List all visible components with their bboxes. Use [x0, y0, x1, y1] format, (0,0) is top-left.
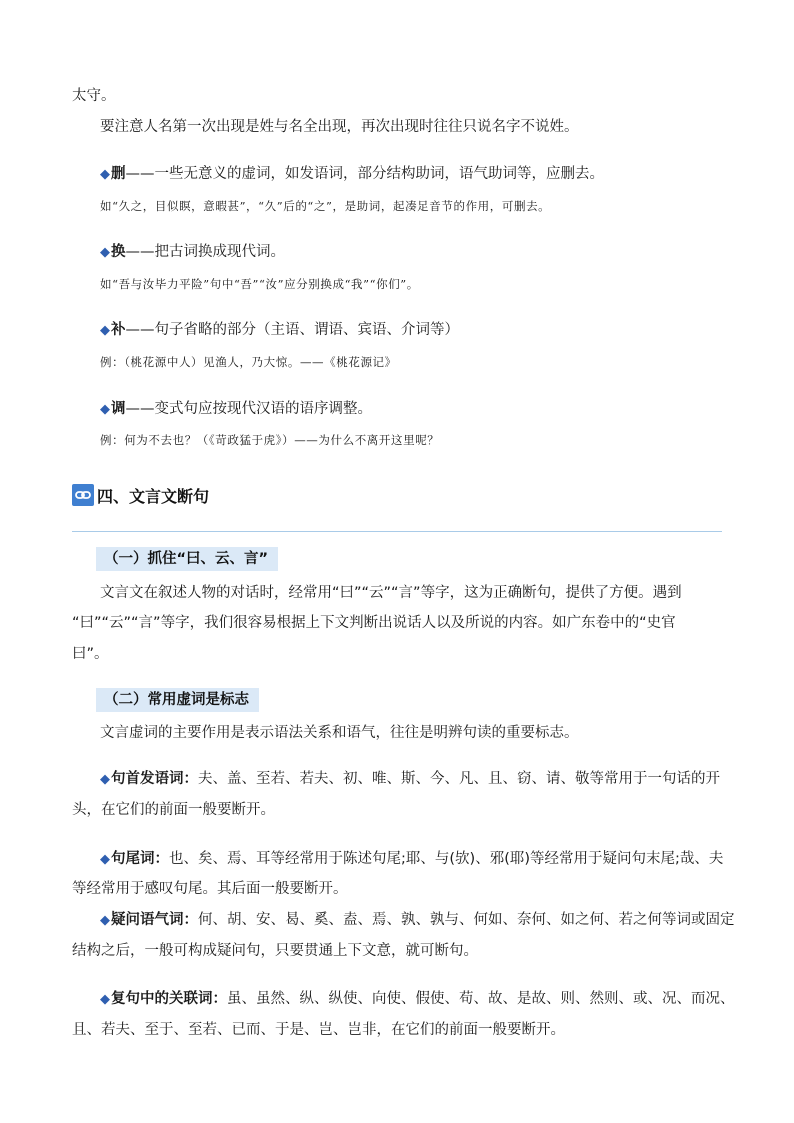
diamond-bullet-icon: ◆ — [100, 167, 110, 182]
paragraph-line: 曰”。 — [72, 646, 109, 662]
bullet-item — [100, 849, 723, 870]
section-heading — [72, 484, 209, 506]
rule-adjust — [100, 399, 372, 420]
rule-text: ——把古词换成现代词。 — [125, 244, 285, 260]
example-line: 例：何为不去也？（《苛政猛于虎》）——为什么不离开这里呢？ — [100, 433, 440, 447]
rule-delete — [100, 164, 604, 185]
bullet-text: 虽、虽然、纵、纵使、向使、假使、苟、故、是故、则、然则、或、况、而况、 — [227, 991, 735, 1007]
rule-label: 换 — [111, 244, 126, 260]
example-line: 例：（桃花源中人）见渔人，乃大惊。——《桃花源记》 — [100, 355, 397, 369]
rule-text: ——变式句应按现代汉语的语序调整。 — [125, 401, 372, 417]
subsection-title: （一）抓住“曰、云、言” — [96, 547, 278, 571]
diamond-bullet-icon: ◆ — [100, 402, 110, 417]
rule-label: 补 — [111, 322, 126, 338]
rule-add — [100, 320, 459, 341]
bullet-item — [100, 769, 720, 790]
text-line: 太守。 — [72, 88, 116, 104]
bullet-label: 句尾词： — [111, 851, 169, 867]
rule-label: 删 — [111, 166, 126, 182]
bullet-text-cont: 头，在它们的前面一般要断开。 — [72, 802, 275, 818]
paragraph-line: 文言虚词的主要作用是表示语法关系和语气，往往是明辨句读的重要标志。 — [100, 725, 579, 741]
section-divider — [72, 531, 722, 532]
paragraph-line: “曰”“云”“言”等字，我们很容易根据上下文判断出说话人以及所说的内容。如广东卷中的“史官 — [72, 615, 676, 631]
rule-swap — [100, 242, 285, 263]
bullet-item — [100, 989, 735, 1010]
diamond-bullet-icon: ◆ — [100, 852, 110, 867]
section-title: 四、文言文断句 — [97, 486, 210, 506]
bullet-text-cont: 结构之后，一般可构成疑问句，只要贯通上下文意，就可断句。 — [72, 943, 478, 959]
diamond-bullet-icon: ◆ — [100, 323, 110, 338]
bullet-label: 复句中的关联词： — [111, 991, 227, 1007]
diamond-bullet-icon: ◆ — [100, 992, 110, 1007]
link-icon — [72, 484, 94, 506]
bullet-label: 句首发语词： — [111, 771, 198, 787]
diamond-bullet-icon: ◆ — [100, 913, 110, 928]
text-line: 要注意人名第一次出现是姓与名全出现，再次出现时往往只说名字不说姓。 — [100, 119, 579, 135]
diamond-bullet-icon: ◆ — [100, 772, 110, 787]
rule-text: ——句子省略的部分（主语、谓语、宾语、介词等） — [125, 322, 459, 338]
bullet-text: 也、矣、焉、耳等经常用于陈述句尾;耶、与(欤)、邪(耶)等经常用于疑问句末尾;哉、夫 — [169, 851, 724, 867]
example-line: 如“吾与汝毕力平险”句中“吾”“汝”应分别换成“我”“你们”。 — [100, 277, 419, 291]
rule-label: 调 — [111, 401, 126, 417]
rule-text: ——一些无意义的虚词，如发语词，部分结构助词，语气助词等，应删去。 — [125, 166, 604, 182]
bullet-item — [100, 910, 735, 931]
diamond-bullet-icon: ◆ — [100, 245, 110, 260]
bullet-text: 何、胡、安、曷、奚、盍、焉、孰、孰与、何如、奈何、如之何、若之何等词或固定 — [198, 912, 735, 928]
example-line: 如“久之，目似瞑，意暇甚”，“久”后的“之”，是助词，起凑足音节的作用，可删去。 — [100, 199, 551, 213]
bullet-text-cont: 且、若夫、至于、至若、已而、于是、岂、岂非，在它们的前面一般要断开。 — [72, 1022, 565, 1038]
bullet-label: 疑问语气词： — [111, 912, 198, 928]
subsection-title: （二）常用虚词是标志 — [96, 688, 259, 712]
paragraph-line: 文言文在叙述人物的对话时，经常用“曰”“云”“言”等字，这为正确断句，提供了方便。遇到 — [100, 585, 682, 601]
bullet-text: 夫、盖、至若、若夫、初、唯、斯、今、凡、且、窃、请、敬等常用于一句话的开 — [198, 771, 720, 787]
bullet-text-cont: 等经常用于感叹句尾。其后面一般要断开。 — [72, 881, 348, 897]
